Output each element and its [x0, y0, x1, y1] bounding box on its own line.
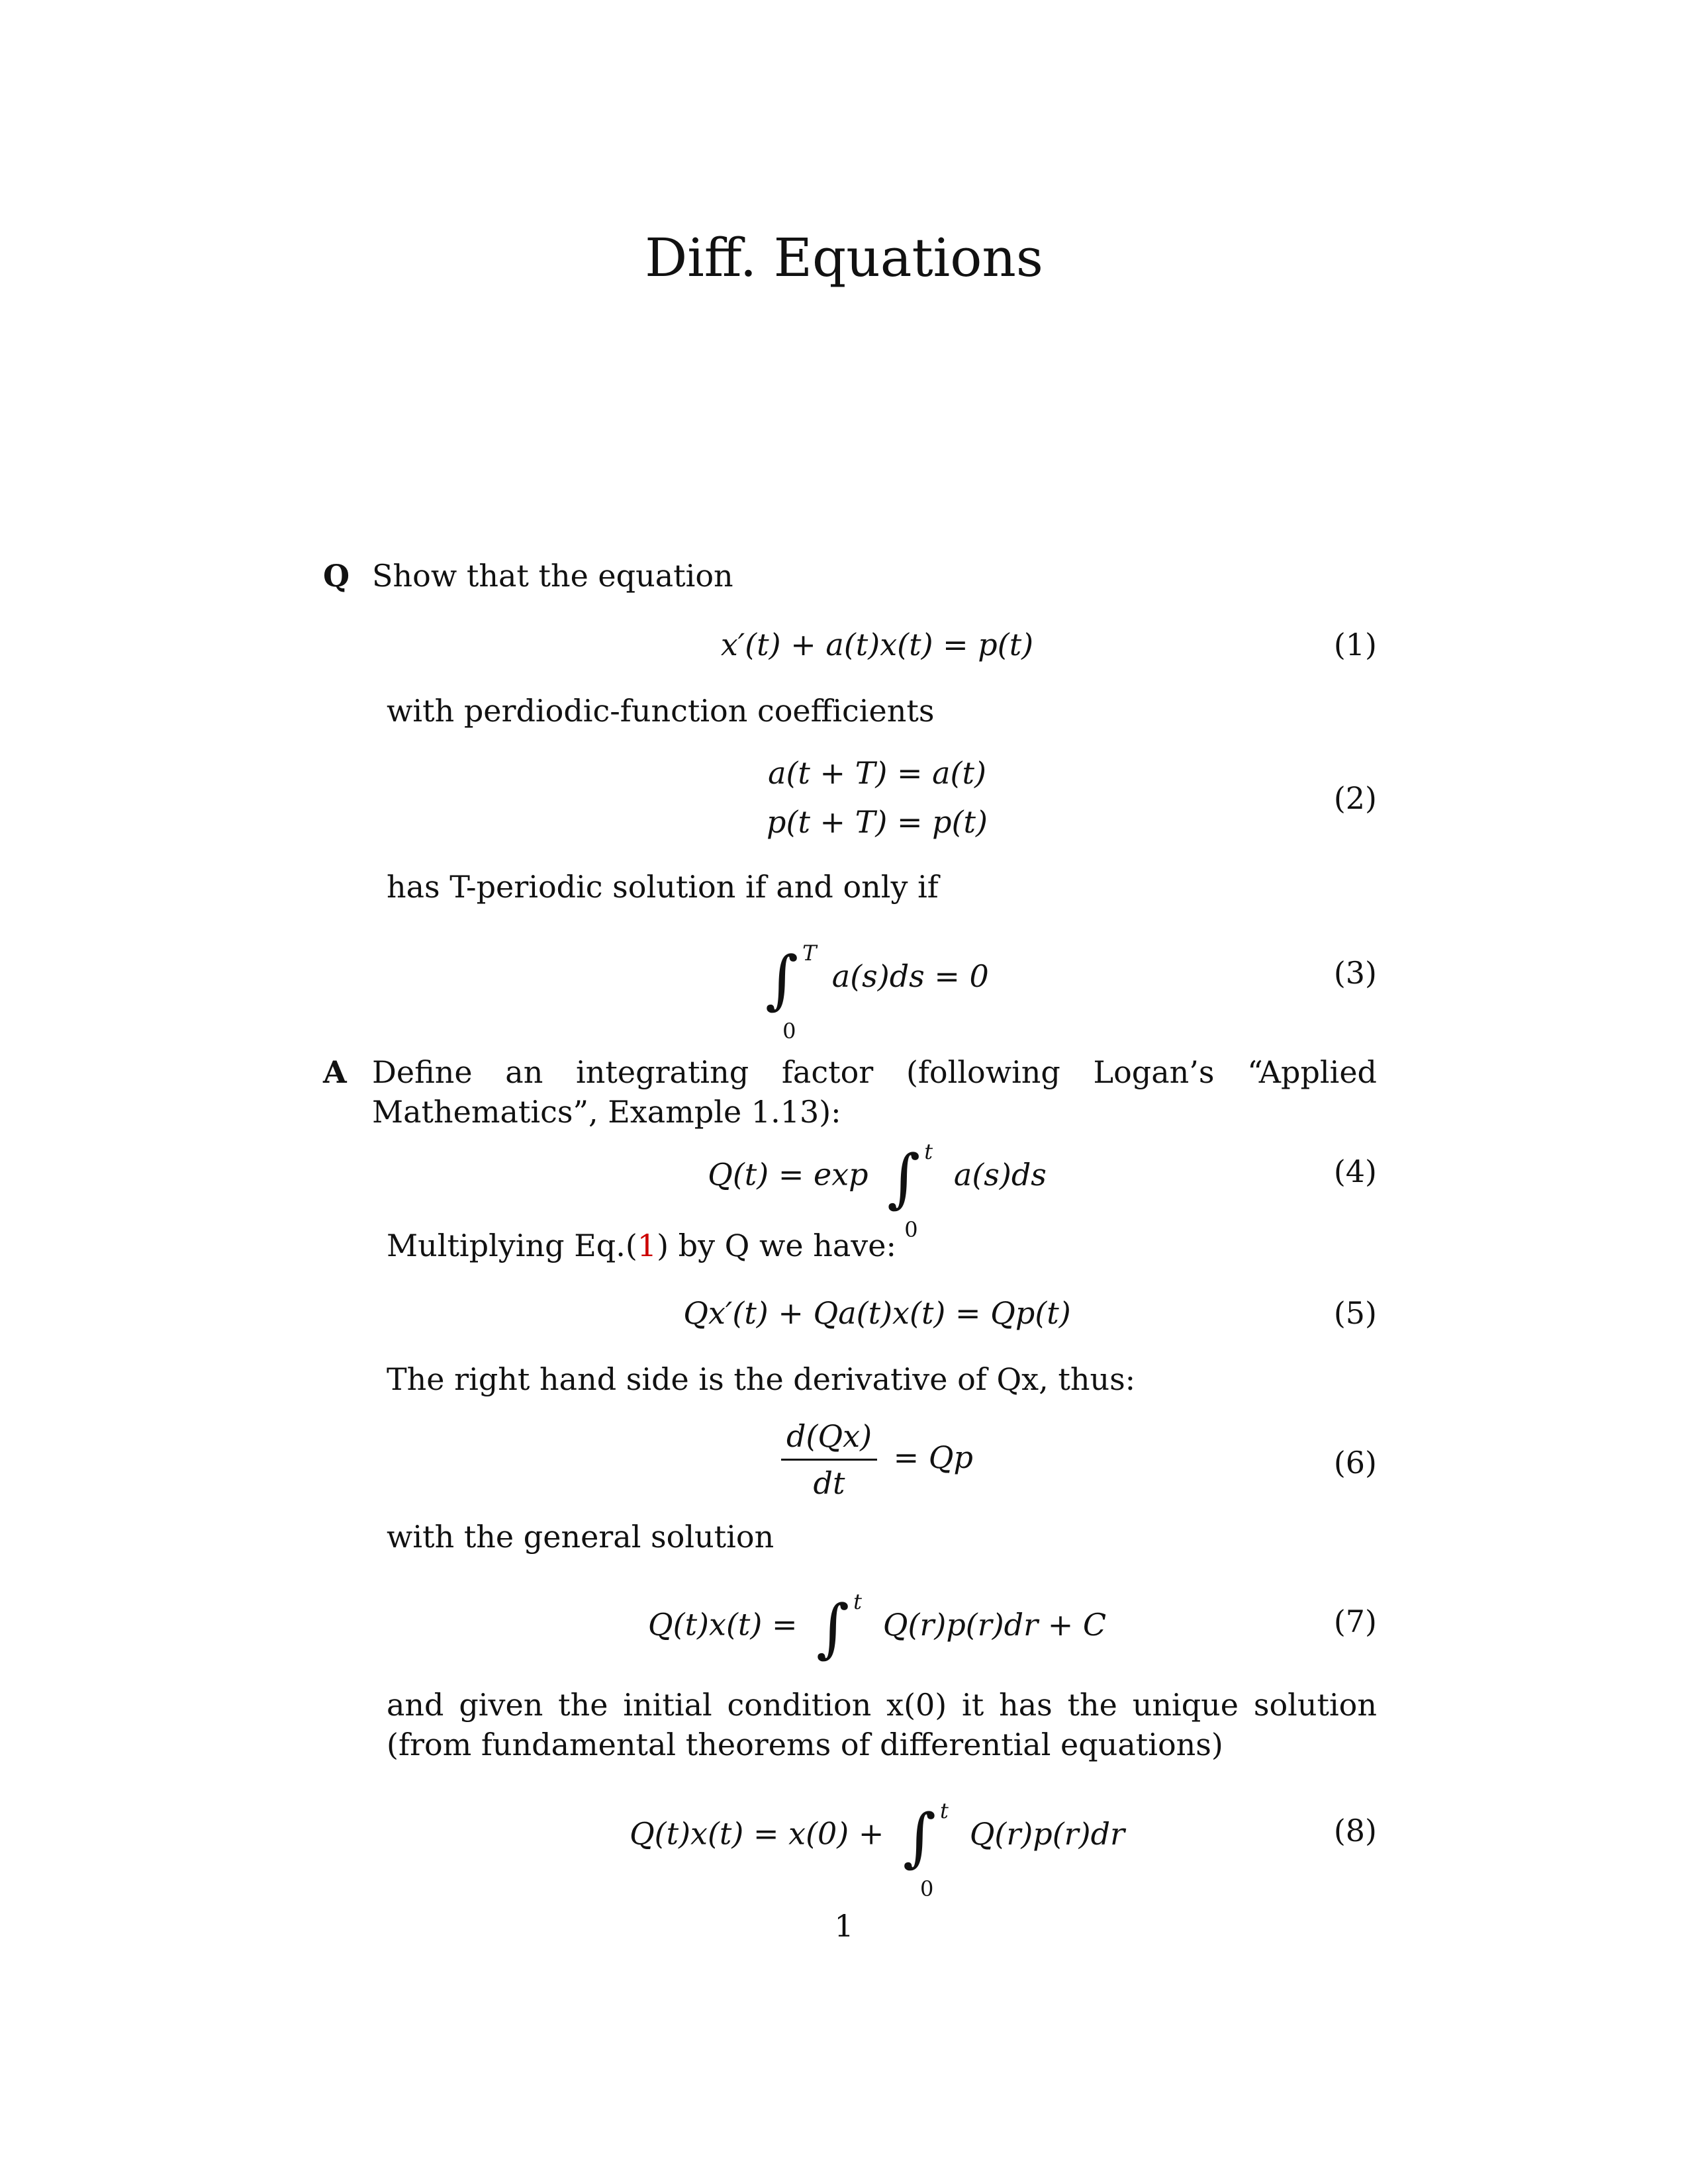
question-label: Q [323, 558, 350, 594]
answer-intro-text: Define an integrating factor (following Logan’s “Applied Mathematics”, Example 1.13): [372, 1054, 1377, 1130]
equation-4 [596, 1139, 1158, 1242]
equation-3-body: a(s)ds = 0 [831, 958, 989, 994]
text-multiplying-post: ) by Q we have: [657, 1228, 896, 1263]
integral-upper-limit: t [940, 1798, 949, 1823]
equation-2-line-1: a(t + T) = a(t) [768, 755, 986, 791]
equation-3-number: (3) [1333, 955, 1377, 991]
equation-1-number: (1) [1333, 627, 1377, 662]
integral-sign: ∫ t 0 [887, 1152, 924, 1203]
equation-4-lhs: Q(t) = exp [708, 1156, 868, 1193]
answer-label: A [323, 1054, 347, 1090]
equation-6-denominator: dt [813, 1465, 845, 1501]
page-number: 1 [834, 1908, 854, 1944]
equation-7-number: (7) [1333, 1604, 1377, 1639]
integral-lower-limit: 0 [782, 1019, 796, 1044]
page-title: Diff. Equations [645, 227, 1043, 289]
equation-7 [596, 1589, 1158, 1665]
question-intro: Show that the equation [372, 558, 733, 594]
integral-upper-limit: T [802, 940, 817, 966]
equation-6 [596, 1416, 1158, 1503]
integral-upper-limit: t [924, 1139, 933, 1164]
equation-8-body: Q(r)p(r)dr [969, 1815, 1125, 1852]
integral-lower-limit: 0 [920, 1876, 934, 1901]
integral-upper-limit: t [853, 1589, 862, 1614]
equation-2-number: (2) [1333, 780, 1377, 816]
equation-5-number: (5) [1333, 1295, 1377, 1331]
answer-intro [372, 1052, 1377, 1132]
text-condition: has T-periodic solution if and only if [387, 869, 939, 905]
text-coefficients: with perdiodic-function coefficients [387, 693, 935, 729]
equation-7-body: Q(r)p(r)dr + C [882, 1606, 1107, 1643]
equation-3 [596, 940, 1158, 1044]
integral-sign: ∫ t 0 [903, 1811, 940, 1862]
equation-8-number: (8) [1333, 1813, 1377, 1848]
equation-6-rhs: = Qp [893, 1439, 973, 1475]
equation-1-reference-link[interactable]: 1 [637, 1228, 657, 1263]
text-initial-condition: and given the initial condition x(0) it has the unique solution (from fundamental theorems of differential equations) [387, 1687, 1377, 1762]
equation-6-fraction [781, 1416, 877, 1503]
equation-4-number: (4) [1333, 1154, 1377, 1189]
text-multiplying-pre: Multiplying Eq.( [387, 1228, 637, 1263]
equation-5: Qx′(t) + Qa(t)x(t) = Qp(t) [683, 1295, 1071, 1331]
equation-8-lhs: Q(t)x(t) = x(0) + [629, 1815, 884, 1852]
text-right-hand-side: The right hand side is the derivative of Qx, thus: [387, 1361, 1136, 1397]
integral-sign: ∫ T 0 [765, 953, 802, 1004]
equation-4-body: a(s)ds [953, 1156, 1047, 1193]
text-multiplying [387, 1226, 1377, 1265]
integral-sign: ∫ t [816, 1602, 853, 1653]
integral-lower-limit: 0 [904, 1217, 918, 1242]
equation-7-lhs: Q(t)x(t) = [647, 1606, 798, 1643]
equation-2-line-2: p(t + T) = p(t) [767, 804, 988, 840]
equation-1: x′(t) + a(t)x(t) = p(t) [720, 627, 1034, 662]
equation-6-numerator: d(Qx) [781, 1416, 877, 1461]
text-general-solution: with the general solution [387, 1519, 774, 1555]
equation-8 [596, 1798, 1158, 1901]
equation-6-number: (6) [1333, 1445, 1377, 1480]
